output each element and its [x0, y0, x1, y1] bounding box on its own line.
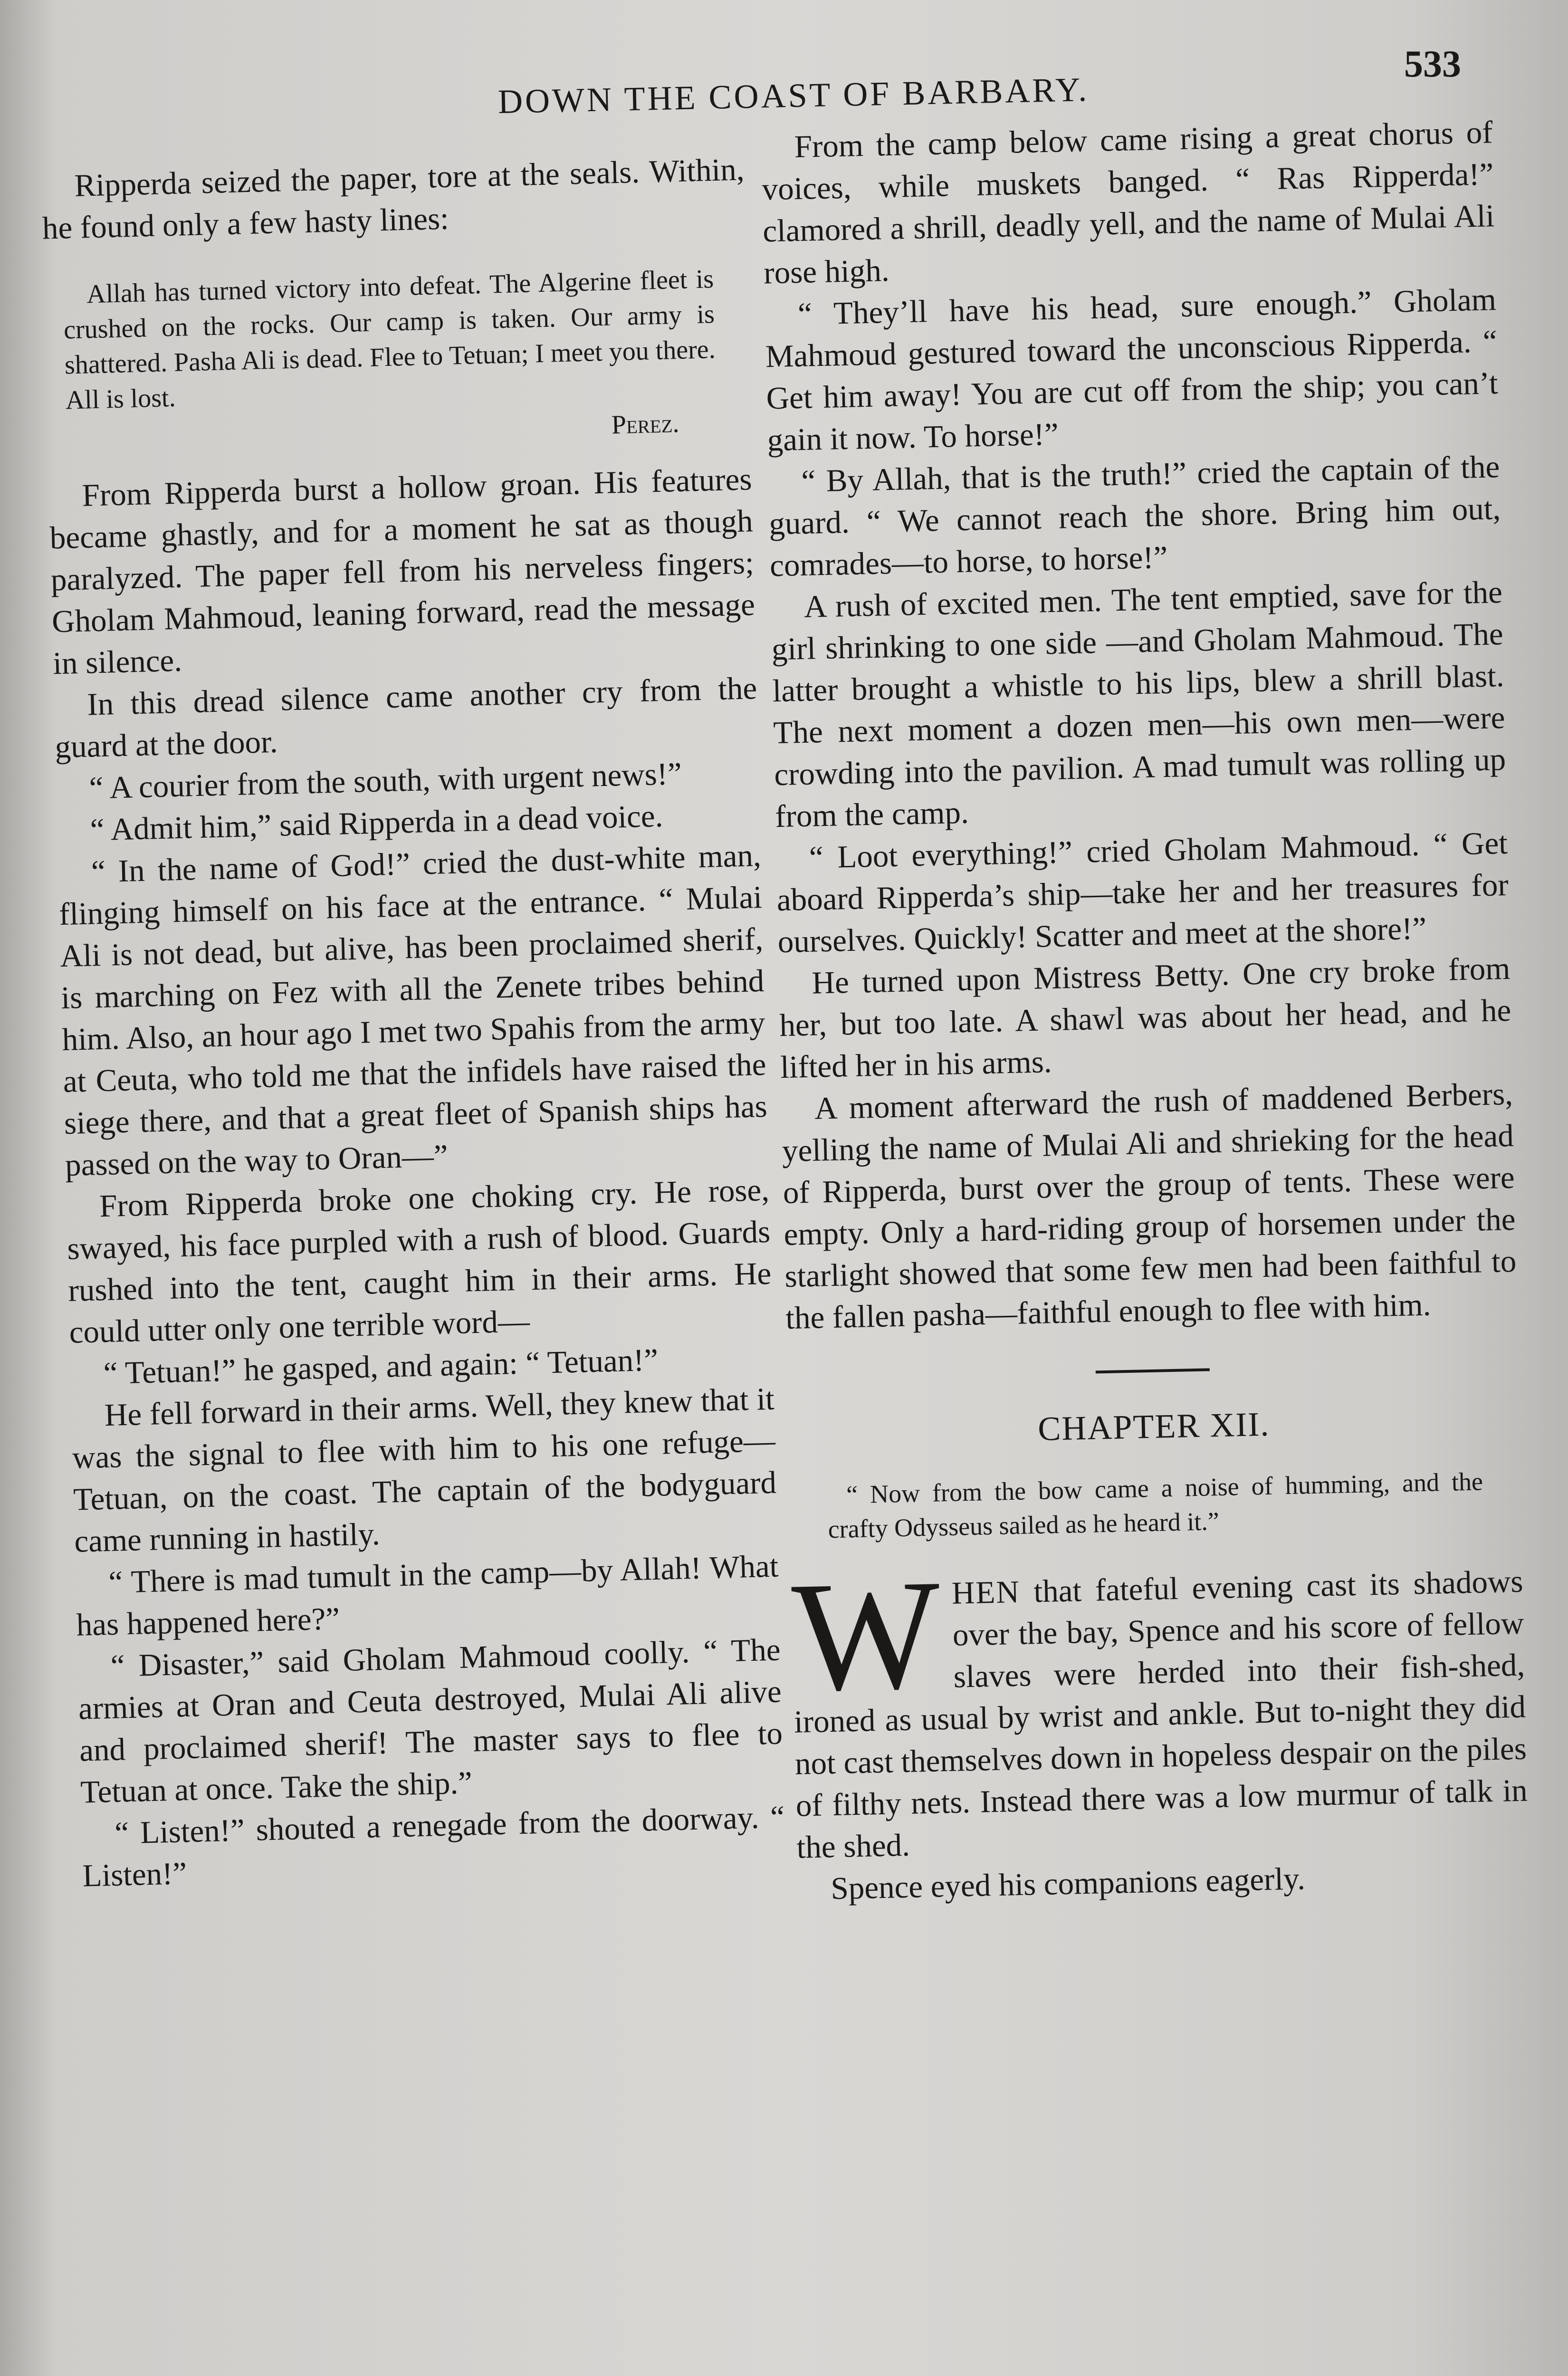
- paragraph: From Ripperda burst a hollow groan. His features became ghastly, and for a moment he sat as though paralyzed. The paper fell from his nerveless fingers; Gholam Mahmoud, leaning forward, read the message in silence.: [49, 461, 755, 681]
- epigraph-text: “ Now from the bow came a noise of humming, and the crafty Odysseus sailed as he heard it.”: [828, 1467, 1483, 1544]
- paragraph: A moment afterward the rush of maddened Berbers, yelling the name of Mulai Ali and shrieking for the head of Ripperda, burst over the group of tents. These were empty. Only a hard-riding group of horsemen under the starlight showed that some few men had been faithful to the fallen pasha—faithful enough to flee with him.: [782, 1076, 1517, 1336]
- paragraph: He fell forward in their arms. Well, they knew that it was the signal to flee with him to his one refuge—Tetuan, on the coast. The captain of the bodyguard came running in hastily.: [72, 1381, 777, 1559]
- chapter-opening: [790, 1547, 1529, 1868]
- paragraph: From the camp below came rising a great chorus of voices, while muskets banged. “ Ras Ripperda!” clamored a shrill, deadly yell, and the name of Mulai Ali rose high.: [761, 115, 1495, 291]
- paragraph: In this dread silence came another cry from the guard at the door.: [54, 671, 757, 765]
- paragraph: From Ripperda broke one choking cry. He rose, swayed, his face purpled with a rush of blood. Guards rushed into the tent, caught him in their arms. He could utter only one terrible word—: [67, 1172, 772, 1350]
- epigraph: [827, 1464, 1484, 1546]
- paragraph: “ Admit him,” said Ripperda in a dead voice.: [89, 798, 664, 848]
- paragraph: A rush of excited men. The tent emptied, save for the girl shrinking to one side —and Gholam Mahmoud. The latter brought a whistle to his lips, blew a shrill blast. The next moment a dozen men—his own men—were crowding into the pavilion. A mad tumult was rolling up from the camp.: [771, 575, 1506, 834]
- page-number: 533: [1404, 43, 1461, 85]
- paragraph: “ There is mad tumult in the camp—by Allah! What has happened here?”: [76, 1548, 779, 1643]
- paragraph: “ A courier from the south, with urgent news!”: [88, 756, 682, 806]
- paragraph: “ Loot everything!” cried Gholam Mahmoud. “ Get aboard Ripperda’s ship—take her and her treasures for ourselves. Quickly! Scatter and meet at the shore!”: [776, 825, 1509, 960]
- opening-text: that fateful evening cast its shadows over the bay, Spence and his score of fellow slaves were herded into their fish-shed, ironed as usual by wrist and ankle. But to-night they did not cast themselves down in hopeless despair on the piles of filthy nets. Instead there was a low murmur of talk in the shed.: [794, 1563, 1528, 1865]
- left-column: [41, 148, 786, 1897]
- paragraph: “ Tetuan!” he gasped, and again: “ Tetuan!”: [103, 1342, 659, 1391]
- right-column: [761, 111, 1530, 1910]
- section-divider: [1096, 1368, 1210, 1373]
- intro-paragraph: Ripperda seized the paper, tore at the seals. Within, he found only a few hasty lines:: [42, 152, 745, 246]
- paragraph: “ Listen!” shouted a renegade from the doorway. “ Listen!”: [82, 1799, 785, 1894]
- running-head: DOWN THE COAST OF BARBARY.: [497, 70, 1090, 121]
- paragraph: “ By Allah, that is the truth!” cried the captain of the guard. “ We cannot reach the shore. Bring him out, comrades—to horse, to horse!”: [768, 449, 1501, 584]
- letter-signature: Perez.: [611, 408, 680, 440]
- paragraph: “ In the name of God!” cried the dust-white man, flinging himself on his face at the entrance. “ Mulai Ali is not dead, but alive, has been proclaimed sherif, is marching on Fez with all the Zenete tribes behind him. Also, an hour ago I met two Spahis from the army at Ceuta, who told me that the infidels have raised the siege there, and that a great fleet of Spanish ships has passed on the way to Oran—”: [58, 838, 768, 1183]
- opening-caps: HEN: [951, 1574, 1021, 1611]
- paragraph: “ Disaster,” said Gholam Mahmoud coolly. “ The armies at Oran and Ceuta destroyed, Mulai Ali alive and proclaimed sherif! The master says to flee to Tetuan at once. Take the ship.”: [78, 1632, 783, 1810]
- paragraph: He turned upon Mistress Betty. One cry broke from her, but too late. A shawl was about her head, and he lifted her in his arms.: [779, 950, 1511, 1085]
- chapter-heading: CHAPTER XII.: [1037, 1405, 1271, 1448]
- letter-body: Allah has turned victory into defeat. The Algerine fleet is crushed on the rocks. Our camp is taken. Our army is shattered. Pasha Ali is dead. Flee to Tetuan; I meet you there. All is lost.: [63, 264, 716, 415]
- letter-block: [62, 261, 717, 456]
- last-line: Spence eyed his companions eagerly.: [830, 1861, 1306, 1907]
- paragraph: “ They’ll have his head, sure enough.” Gholam Mahmoud gestured toward the unconscious Ripperda. “ Get him away! You are cut off from the ship; you can’t gain it now. To horse!”: [765, 282, 1499, 458]
- drop-cap: W: [790, 1547, 942, 1724]
